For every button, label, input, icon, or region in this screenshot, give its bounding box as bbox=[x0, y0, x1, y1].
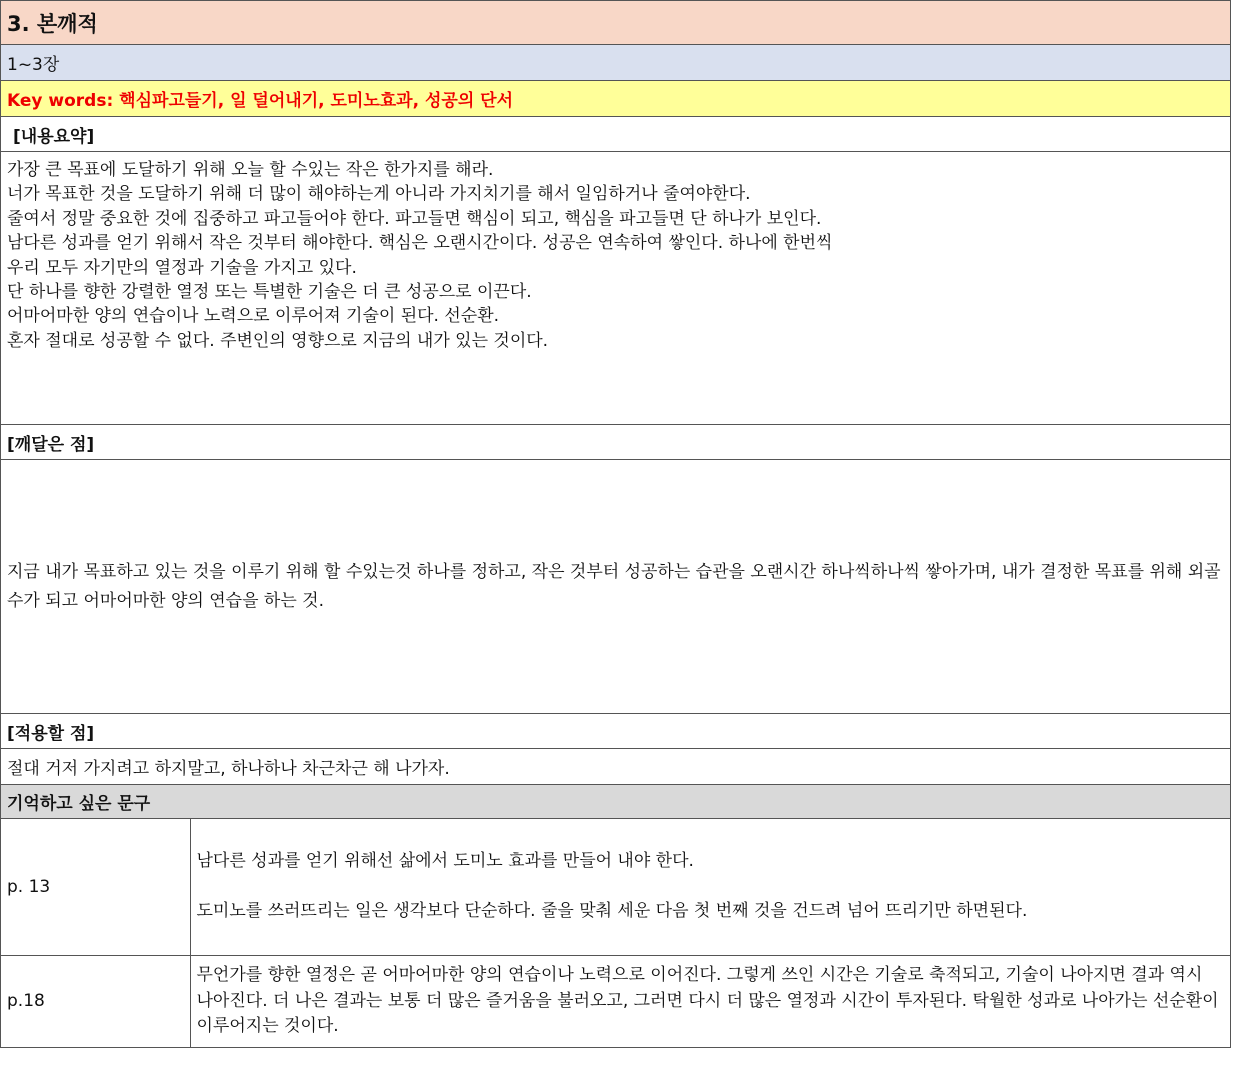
quote-text-cell bbox=[190, 955, 1230, 1047]
quote-paragraph: 무언가를 향한 열정은 곧 어마어마한 양의 연습이나 노력으로 이어진다. 그렇게 쓰인 시간은 기술로 축적되고, 기술이 나아지면 결과 역시 나아진다. 더 나은 결과는 보통 더 많은 즐거움을 불러오고, 그러면 다시 더 많은 열정과 시간이 투자된다. 탁월한 성과로 나아가는 선순환이 이루어지는 것이다. bbox=[196, 965, 1219, 1036]
apply-body bbox=[1, 749, 1230, 785]
quotes-heading-row bbox=[1, 785, 1230, 819]
keywords-text: Key words: 핵심파고들기, 일 덜어내기, 도미노효과, 성공의 단서 bbox=[7, 91, 514, 111]
section-title: 3. 본깨적 bbox=[7, 11, 98, 36]
apply-heading-row bbox=[1, 714, 1230, 749]
apply-text: 절대 거저 가지려고 하지말고, 하나하나 차근차근 해 나가자. bbox=[7, 759, 450, 779]
quote-page: p. 13 bbox=[1, 819, 190, 955]
insight-text: 지금 내가 목표하고 있는 것을 이루기 위해 할 수있는것 하나를 정하고, 작은 것부터 성공하는 습관을 오랜시간 하나씩하나씩 쌓아가며, 내가 결정한 목표를 위해 외골수가 되고 어마어마한 양의 연습을 하는 것. bbox=[7, 561, 1221, 611]
summary-line: 어마어마한 양의 연습이나 노력으로 이루어져 기술이 된다. 선순환. bbox=[7, 306, 500, 327]
summary-line: 너가 목표한 것을 도달하기 위해 더 많이 해야하는게 아니라 가지치기를 해서 일임하거나 줄여야한다. bbox=[7, 184, 751, 205]
summary-line: 가장 큰 목표에 도달하기 위해 오늘 할 수있는 작은 한가지를 해라. bbox=[7, 160, 494, 180]
quotes-table bbox=[1, 819, 1230, 1047]
quote-text-cell bbox=[190, 819, 1230, 955]
summary-line: 우리 모두 자기만의 열정과 기술을 가지고 있다. bbox=[7, 257, 357, 278]
quotes-heading: 기억하고 싶은 문구 bbox=[7, 794, 151, 814]
quote-paragraph: 남다른 성과를 얻기 위해선 삶에서 도미노 효과를 만들어 내야 한다. bbox=[196, 851, 694, 872]
chapter-row bbox=[1, 45, 1230, 81]
chapter-range: 1~3장 bbox=[7, 55, 60, 75]
quote-row bbox=[1, 955, 1230, 1047]
summary-heading-row bbox=[1, 117, 1230, 152]
summary-heading: [내용요약] bbox=[13, 126, 95, 147]
quote-paragraph: 도미노를 쓰러뜨리는 일은 생각보다 단순하다. 줄을 맞춰 세운 다음 첫 번째 것을 건드려 넘어 뜨리기만 하면된다. bbox=[196, 900, 1028, 921]
keywords-row bbox=[1, 81, 1230, 117]
summary-body bbox=[1, 152, 1230, 425]
summary-line: 줄여서 정말 중요한 것에 집중하고 파고들어야 한다. 파고들면 핵심이 되고, 핵심을 파고들면 단 하나가 보인다. bbox=[7, 208, 822, 229]
summary-line: 남다른 성과를 얻기 위해서 작은 것부터 해야한다. 핵심은 오랜시간이다. 성공은 연속하여 쌓인다. 하나에 한번씩 bbox=[7, 233, 833, 254]
quote-page: p.18 bbox=[1, 955, 190, 1047]
insight-heading-row bbox=[1, 425, 1230, 460]
summary-lines bbox=[7, 158, 832, 353]
section-title-row bbox=[1, 1, 1230, 45]
paragraph-gap bbox=[197, 875, 1223, 899]
summary-line: 혼자 절대로 성공할 수 없다. 주변인의 영향으로 지금의 내가 있는 것이다. bbox=[7, 330, 549, 351]
insight-heading: [깨달은 점] bbox=[7, 434, 95, 455]
summary-line: 단 하나를 향한 강렬한 열정 또는 특별한 기술은 더 큰 성공으로 이끈다. bbox=[7, 282, 532, 303]
quote-row bbox=[1, 819, 1230, 955]
apply-heading: [적용할 점] bbox=[7, 723, 95, 744]
insight-body bbox=[1, 460, 1230, 714]
